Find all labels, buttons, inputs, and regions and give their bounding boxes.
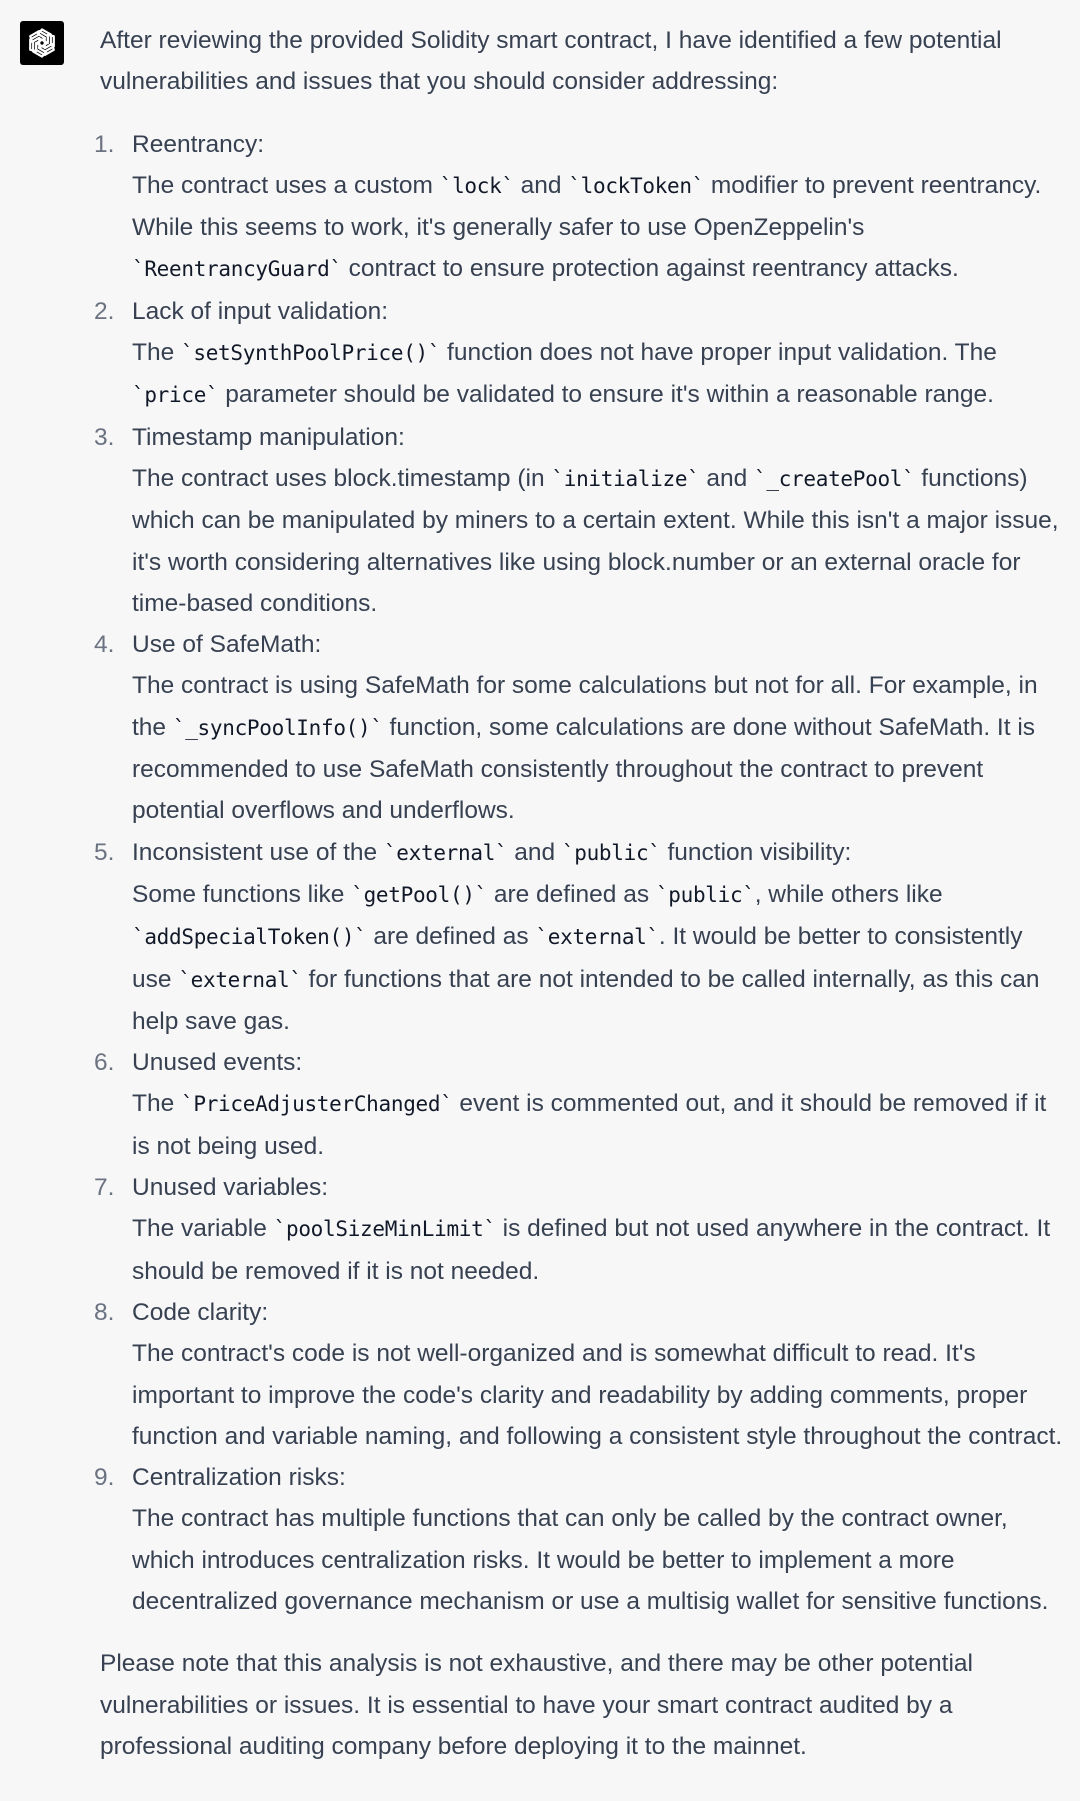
inline-code: `public` [655, 882, 755, 907]
list-item-number: 7. [94, 1174, 115, 1202]
text-segment: and [507, 838, 562, 866]
list-item-title: Use of SafeMath: [132, 631, 322, 659]
text-segment: function does not have proper input validation. The [440, 339, 997, 367]
list-item-body [132, 1333, 1068, 1457]
text-segment: and [699, 464, 755, 492]
text-segment: contract to ensure protection against reentrancy attacks. [341, 255, 959, 283]
text-segment: The contract has multiple functions that can only be called by the contract owner, which introduces centralization risks. It would be better to implement a more decentralized governance mechanism or use a multisig wallet for sensitive functions. [132, 1505, 1049, 1615]
list-item-title: Code clarity: [132, 1298, 269, 1326]
list-item [94, 1457, 1068, 1622]
list-item-number: 5. [94, 838, 115, 866]
list-item [94, 291, 1068, 417]
text-segment: The contract uses block.timestamp (in [132, 464, 552, 492]
list-item-number: 8. [94, 1298, 115, 1326]
list-item-body [132, 1498, 1068, 1622]
list-item [94, 417, 1068, 624]
inline-code: `lockToken` [568, 173, 705, 198]
inline-code: `lock` [439, 173, 514, 198]
inline-code: `PriceAdjusterChanged` [181, 1092, 453, 1117]
inline-code: `external` [535, 925, 659, 950]
list-item [94, 1042, 1068, 1167]
list-item-title: Unused events: [132, 1049, 303, 1077]
text-segment: Inconsistent use of the [132, 838, 384, 866]
inline-code: `external` [383, 840, 508, 865]
inline-code: `_createPool` [754, 466, 915, 491]
text-segment: The contract uses a custom [132, 171, 440, 199]
inline-code: `external` [178, 967, 302, 992]
list-item [94, 832, 1068, 1042]
text-segment: are defined as [487, 880, 656, 908]
text-segment: The [132, 339, 182, 367]
list-item-title [132, 832, 1068, 874]
inline-code: `price` [132, 383, 219, 408]
list-item-title: Unused variables: [132, 1174, 329, 1202]
response-intro: After reviewing the provided Solidity smart contract, I have identified a few potential vulnerabilities and issues that you should consider addressing: [100, 27, 1002, 96]
text-segment: parameter should be validated to ensure it's within a reasonable range. [218, 381, 994, 409]
list-item-body [132, 874, 1068, 1042]
list-item-number: 2. [94, 297, 115, 325]
text-segment: is defined but not used anywhere in the contract. It should be removed if it is not needed. [132, 1215, 1051, 1285]
text-segment: for functions that are not intended to be called internally, as this can help save gas. [132, 965, 1040, 1035]
list-item [94, 1167, 1068, 1292]
openai-logo-icon [25, 26, 59, 60]
list-item [94, 624, 1068, 831]
inline-code: `poolSizeMinLimit` [273, 1217, 496, 1242]
text-segment: The contract is using SafeMath for some calculations but not for all. For example, in the [132, 672, 1038, 741]
text-segment: The contract's code is not well-organized and is somewhat difficult to read. It's important to improve the code's clarity and readability by adding comments, proper function and variable naming, and following a consistent style throughout the contract. [132, 1340, 1063, 1450]
list-item-number: 1. [94, 130, 115, 158]
inline-code: `getPool()` [351, 882, 488, 907]
list-item-body [132, 458, 1068, 624]
list-item-title: Lack of input validation: [132, 297, 389, 325]
text-segment: The variable [132, 1215, 274, 1243]
list-item-title: Timestamp manipulation: [132, 423, 405, 451]
text-segment: . It would be better to consistently use [132, 923, 1023, 993]
text-segment: function, some calculations are done without SafeMath. It is recommended to use SafeMath consistently throughout the contract to prevent potential overflows and underflows. [132, 713, 1036, 825]
list-item-body [132, 332, 1068, 417]
text-segment: are defined as [366, 923, 536, 951]
text-segment: and [513, 171, 569, 199]
response-content [94, 20, 1068, 1767]
list-item-title: Reentrancy: [132, 130, 265, 158]
list-item [94, 124, 1068, 291]
inline-code: `setSynthPoolPrice()` [181, 341, 441, 366]
issues-list [94, 124, 1068, 1623]
response-outro: Please note that this analysis is not exhaustive, and there may be other potential vulnerabilities or issues. It is essential to have your smart contract audited by a professional auditing company before deploying it to the mainnet. [100, 1650, 974, 1760]
list-item-number: 9. [94, 1464, 115, 1492]
list-item [94, 1292, 1068, 1457]
list-item-body [132, 665, 1068, 831]
list-item-title: Centralization risks: [132, 1464, 346, 1492]
list-item-body [132, 1208, 1068, 1292]
inline-code: `_syncPoolInfo()` [172, 715, 383, 740]
text-segment: event is commented out, and it should be removed if it is not being used. [132, 1090, 1047, 1160]
list-item-number: 6. [94, 1049, 115, 1077]
list-item-number: 4. [94, 631, 115, 659]
inline-code: `addSpecialToken()` [132, 925, 367, 950]
text-segment: function visibility: [660, 838, 852, 866]
inline-code: `ReentrancyGuard` [132, 257, 342, 282]
text-segment: modifier to prevent reentrancy. While this seems to work, it's generally safer to use OpenZeppelin's [132, 171, 1042, 242]
list-item-body [132, 165, 1068, 291]
list-item-body [132, 1083, 1068, 1167]
list-item-number: 3. [94, 423, 115, 451]
text-segment: The [132, 1090, 182, 1118]
assistant-avatar [20, 21, 64, 65]
inline-code: `public` [561, 840, 661, 865]
inline-code: `initialize` [551, 466, 700, 491]
text-segment: functions) which can be manipulated by miners to a certain extent. While this isn't a major issue, it's worth considering alternatives like using block.number or an external oracle for time-based conditions. [132, 464, 1059, 617]
text-segment: Some functions like [132, 880, 352, 908]
text-segment: , while others like [754, 880, 943, 908]
